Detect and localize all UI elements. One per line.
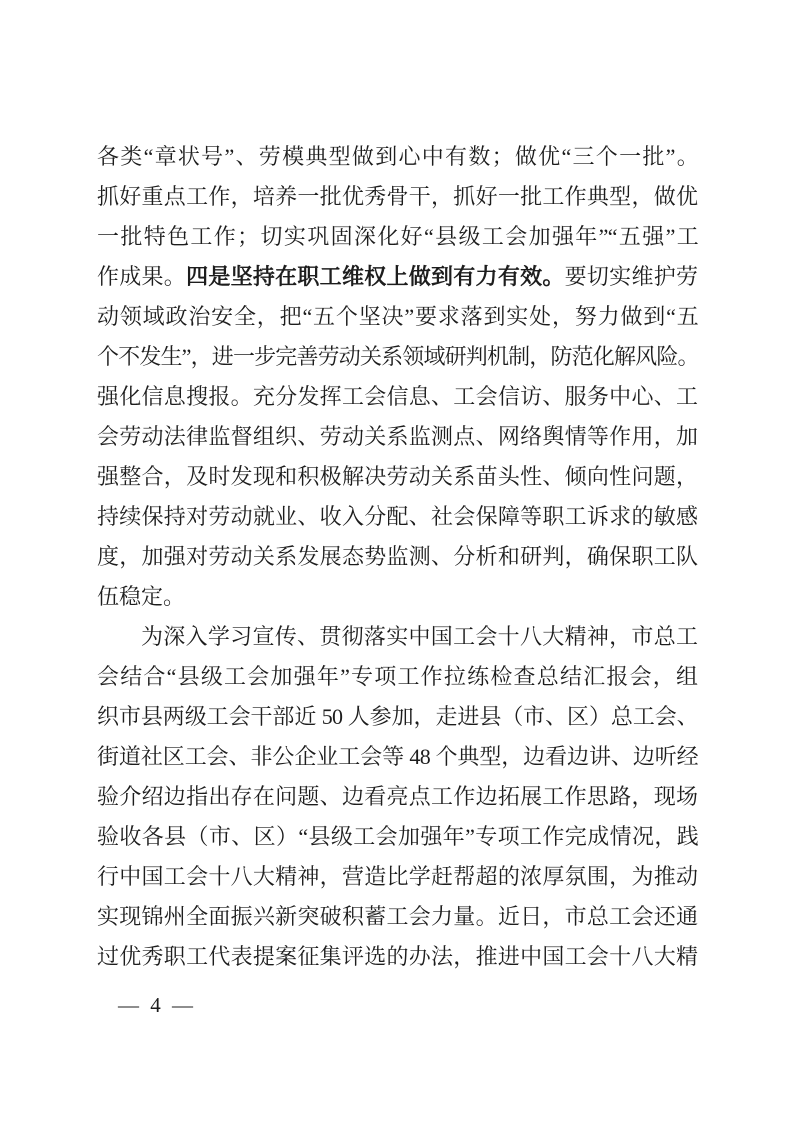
bold-text-segment: 四是坚持在职工维权上做到有力有效。	[186, 264, 565, 289]
text-segment: 伍稳定。	[97, 584, 186, 609]
text-line	[97, 697, 698, 737]
text-line	[97, 177, 698, 217]
text-segment: 为深入学习宣传、贯彻落实中国工会十八大精神，市总工	[141, 624, 698, 649]
text-segment: 动领域政治安全，把“五个坚决”要求落到实处，努力做到“五	[97, 304, 698, 329]
text-line	[97, 137, 698, 177]
text-line	[97, 937, 698, 977]
text-segment: 各类“章状号”、劳模典型做到心中有数；做优“三个一批”。	[97, 144, 698, 169]
text-segment: 过优秀职工代表提案征集评选的办法，推进中国工会十八大精	[97, 944, 698, 969]
text-line	[97, 857, 698, 897]
text-segment: 持续保持对劳动就业、收入分配、社会保障等职工诉求的敏感	[97, 504, 698, 529]
text-line	[97, 257, 698, 297]
text-line	[97, 537, 698, 577]
text-segment: 织市县两级工会干部近 50 人参加，走进县（市、区）总工会、	[97, 704, 698, 729]
text-line	[97, 817, 698, 857]
text-segment: 强整合，及时发现和积极解决劳动关系苗头性、倾向性问题，	[97, 464, 698, 489]
text-segment: 一批特色工作；切实巩固深化好“县级工会加强年”“五强”工	[97, 224, 698, 249]
text-segment: 抓好重点工作，培养一批优秀骨干，抓好一批工作典型，做优	[97, 184, 698, 209]
text-line	[97, 417, 698, 457]
text-segment: 个不发生”，进一步完善劳动关系领域研判机制，防范化解风险。	[97, 344, 698, 369]
text-segment: 街道社区工会、非公企业工会等 48 个典型，边看边讲、边听经	[97, 744, 698, 769]
text-line	[97, 897, 698, 937]
page-number: — 4 —	[118, 993, 196, 1017]
text-line	[97, 777, 698, 817]
text-segment: 会结合“县级工会加强年”专项工作拉练检查总结汇报会，组	[97, 664, 698, 689]
text-segment: 作成果。	[97, 264, 187, 289]
text-segment: 实现锦州全面振兴新突破积蓄工会力量。近日，市总工会还通	[97, 904, 698, 929]
text-segment: 度，加强对劳动关系发展态势监测、分析和研判，确保职工队	[97, 544, 698, 569]
text-line	[97, 377, 698, 417]
document-body	[97, 137, 698, 977]
text-segment: 验收各县（市、区）“县级工会加强年”专项工作完成情况，践	[97, 824, 698, 849]
text-line	[97, 657, 698, 697]
text-line	[97, 737, 698, 777]
text-line	[97, 577, 698, 617]
text-segment: 行中国工会十八大精神，营造比学赶帮超的浓厚氛围，为推动	[97, 864, 698, 889]
text-line	[97, 617, 698, 657]
text-segment: 会劳动法律监督组织、劳动关系监测点、网络舆情等作用，加	[97, 424, 698, 449]
text-segment: 强化信息搜报。充分发挥工会信息、工会信访、服务中心、工	[97, 384, 698, 409]
text-segment: 要切实维护劳	[564, 264, 698, 289]
text-line	[97, 217, 698, 257]
text-line	[97, 497, 698, 537]
text-line	[97, 337, 698, 377]
text-line	[97, 297, 698, 337]
text-segment: 验介绍边指出存在问题、边看亮点工作边拓展工作思路，现场	[97, 784, 698, 809]
text-line	[97, 457, 698, 497]
